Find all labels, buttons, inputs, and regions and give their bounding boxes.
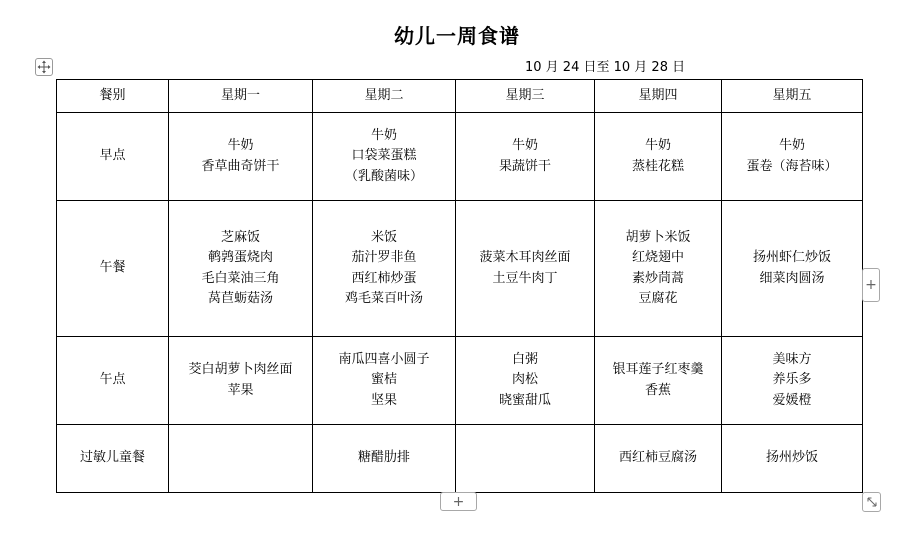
dish-item: 口袋菜蛋糕 [351, 148, 417, 164]
menu-cell-wednesday[interactable] [456, 337, 595, 425]
header-cell-monday[interactable]: 星期一 [169, 80, 313, 113]
dish-item: 红烧翅中 [631, 250, 684, 265]
dish-item: 爱媛橙 [772, 392, 812, 408]
dish-item: 牛奶 [644, 138, 671, 153]
weekly-menu-table [56, 79, 863, 493]
dish-item: 西红柿炒蛋 [351, 270, 417, 286]
header-cell-tuesday[interactable]: 星期二 [313, 80, 456, 113]
add-row-button[interactable]: + [440, 492, 477, 511]
dish-item: 晓蜜甜瓜 [498, 392, 551, 408]
resize-diagonal-icon [866, 496, 878, 508]
dish-item: 香草曲奇饼干 [201, 158, 280, 174]
menu-cell-friday[interactable] [722, 337, 863, 425]
date-range: 10 月 24 日至 10 月 28 日 [525, 60, 686, 75]
dish-item: 养乐多 [772, 372, 812, 388]
dish-item: 细菜肉圆汤 [759, 270, 825, 286]
dish-item: 肉松 [511, 372, 538, 388]
meal-type-cell[interactable]: 午点 [57, 337, 169, 425]
dish-item: 蜜桔 [370, 372, 397, 388]
dish-item: 毛白菜油三角 [201, 270, 280, 286]
dish-item: 银耳莲子红枣羹 [612, 362, 704, 377]
menu-cell-thursday[interactable] [595, 113, 722, 201]
dish-item: 豆腐花 [638, 291, 678, 306]
dish-item: 牛奶 [778, 138, 805, 153]
document-title: 幼儿一周食谱 [394, 24, 520, 48]
dish-item: （乳酸菌味） [344, 168, 423, 184]
dish-item: 苹果 [227, 382, 254, 398]
menu-cell-friday[interactable] [722, 425, 863, 493]
dish-item: 鹌鹑蛋烧肉 [207, 250, 273, 265]
table-resize-handle[interactable] [862, 492, 881, 512]
menu-cell-tuesday[interactable] [313, 201, 456, 337]
dish-item: 西红柿豆腐汤 [618, 450, 697, 466]
meal-type-cell[interactable]: 过敏儿童餐 [57, 425, 169, 493]
dish-item: 南瓜四喜小圆子 [338, 351, 430, 367]
meal-type-cell[interactable]: 早点 [57, 113, 169, 201]
add-column-button[interactable]: + [862, 268, 880, 302]
menu-cell-monday[interactable] [169, 425, 313, 493]
menu-cell-wednesday[interactable] [456, 113, 595, 201]
dish-item: 鸡毛菜百叶汤 [344, 291, 423, 306]
menu-cell-friday[interactable] [722, 201, 863, 337]
dish-item: 香蕉 [644, 382, 671, 398]
menu-cell-wednesday[interactable] [456, 201, 595, 337]
menu-cell-tuesday[interactable] [313, 337, 456, 425]
menu-cell-tuesday[interactable] [313, 113, 456, 201]
dish-item: 牛奶 [511, 138, 538, 153]
menu-cell-tuesday[interactable] [313, 425, 456, 493]
dish-item: 米饭 [370, 229, 397, 245]
dish-item: 菠菜木耳肉丝面 [479, 250, 571, 265]
dish-item: 茄汁罗非鱼 [351, 250, 417, 265]
dish-item: 土豆牛肉丁 [492, 270, 558, 286]
dish-item: 胡萝卜米饭 [625, 229, 691, 245]
menu-cell-thursday[interactable] [595, 425, 722, 493]
dish-item: 素炒茼蒿 [631, 270, 684, 286]
table-move-handle[interactable] [35, 58, 53, 76]
menu-cell-monday[interactable] [169, 337, 313, 425]
dish-item: 牛奶 [227, 138, 254, 153]
dish-item: 果蔬饼干 [498, 158, 551, 174]
header-row [57, 80, 863, 113]
meal-row [57, 337, 863, 425]
dish-item: 坚果 [370, 392, 397, 408]
menu-cell-monday[interactable] [169, 201, 313, 337]
header-cell-friday[interactable]: 星期五 [722, 80, 863, 113]
menu-cell-thursday[interactable] [595, 201, 722, 337]
dish-item: 白粥 [511, 351, 538, 367]
dish-item: 糖醋肋排 [357, 450, 410, 466]
meal-type-cell[interactable]: 午餐 [57, 201, 169, 337]
menu-cell-monday[interactable] [169, 113, 313, 201]
dish-item: 芝麻饭 [220, 229, 260, 245]
menu-cell-wednesday[interactable] [456, 425, 595, 493]
dish-item: 牛奶 [370, 127, 397, 143]
dish-item: 扬州炒饭 [765, 450, 818, 466]
meal-row [57, 425, 863, 493]
dish-item: 蒸桂花糕 [631, 158, 684, 174]
meal-row [57, 113, 863, 201]
header-cell-meal[interactable]: 餐别 [57, 80, 169, 113]
dish-item: 美味方 [772, 351, 812, 367]
menu-cell-thursday[interactable] [595, 337, 722, 425]
dish-item: 扬州虾仁炒饭 [752, 250, 831, 265]
dish-item: 茭白胡萝卜肉丝面 [188, 362, 293, 377]
dish-item: 莴苣蛎菇汤 [207, 291, 273, 306]
menu-cell-friday[interactable] [722, 113, 863, 201]
meal-row [57, 201, 863, 337]
header-cell-wednesday[interactable]: 星期三 [456, 80, 595, 113]
dish-item: 蛋卷（海苔味） [746, 158, 838, 174]
move-arrows-icon [37, 60, 51, 74]
header-cell-thursday[interactable]: 星期四 [595, 80, 722, 113]
